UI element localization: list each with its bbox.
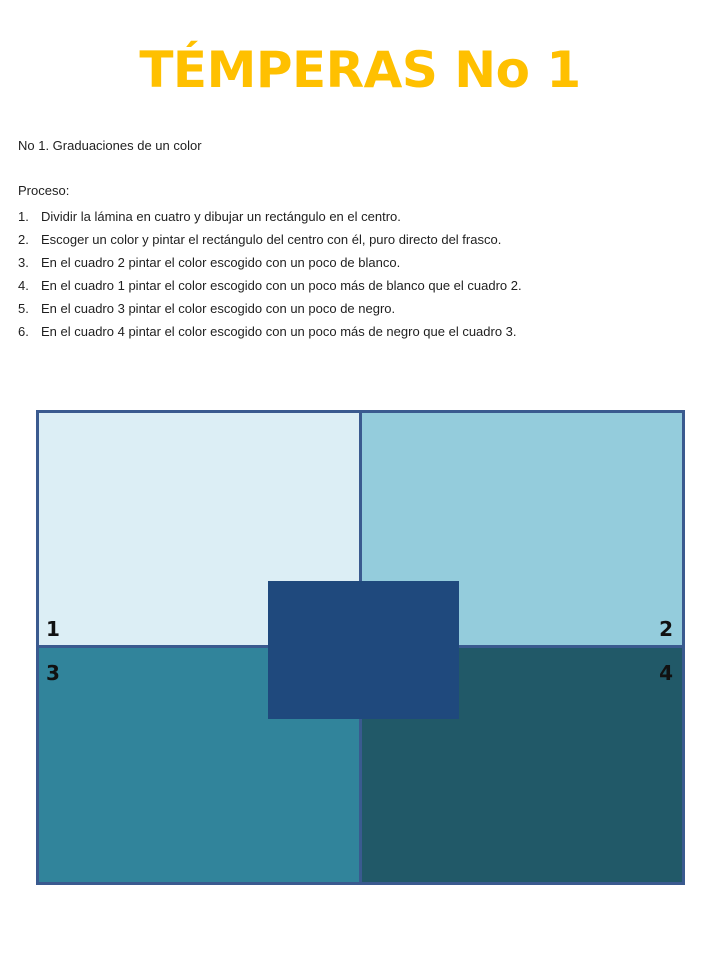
process-step bbox=[18, 205, 708, 228]
color-board bbox=[36, 410, 685, 885]
step-text: En el cuadro 2 pintar el color escogido con un poco de blanco. bbox=[41, 255, 401, 270]
step-text: En el cuadro 3 pintar el color escogido con un poco de negro. bbox=[41, 301, 396, 316]
step-number: 5. bbox=[18, 301, 29, 316]
process-step bbox=[18, 251, 708, 274]
center-rectangle bbox=[268, 581, 459, 719]
step-number: 3. bbox=[18, 255, 29, 270]
step-number: 4. bbox=[18, 278, 29, 293]
step-number: 2. bbox=[18, 232, 29, 247]
step-text: En el cuadro 4 pintar el color escogido con un poco más de negro que el cuadro 3. bbox=[41, 324, 517, 339]
quadrant-2-label: 2 bbox=[659, 617, 673, 641]
process-step bbox=[18, 320, 708, 343]
process-step bbox=[18, 228, 708, 251]
step-number: 6. bbox=[18, 324, 29, 339]
process-step bbox=[18, 297, 708, 320]
step-text: Dividir la lámina en cuatro y dibujar un rectángulo en el centro. bbox=[41, 209, 401, 224]
process-label: Proceso: bbox=[18, 183, 70, 198]
quadrant-4-label: 4 bbox=[659, 661, 673, 685]
step-text: Escoger un color y pintar el rectángulo del centro con él, puro directo del frasco. bbox=[41, 232, 502, 247]
page-title: TÉMPERAS No 1 bbox=[139, 41, 581, 99]
quadrant-3-label: 3 bbox=[46, 661, 60, 685]
subtitle: No 1. Graduaciones de un color bbox=[18, 138, 202, 153]
process-step bbox=[18, 274, 708, 297]
quadrant-1-label: 1 bbox=[46, 617, 60, 641]
step-number: 1. bbox=[18, 209, 29, 224]
step-text: En el cuadro 1 pintar el color escogido con un poco más de blanco que el cuadro 2. bbox=[41, 278, 522, 293]
process-steps-list bbox=[18, 205, 708, 343]
